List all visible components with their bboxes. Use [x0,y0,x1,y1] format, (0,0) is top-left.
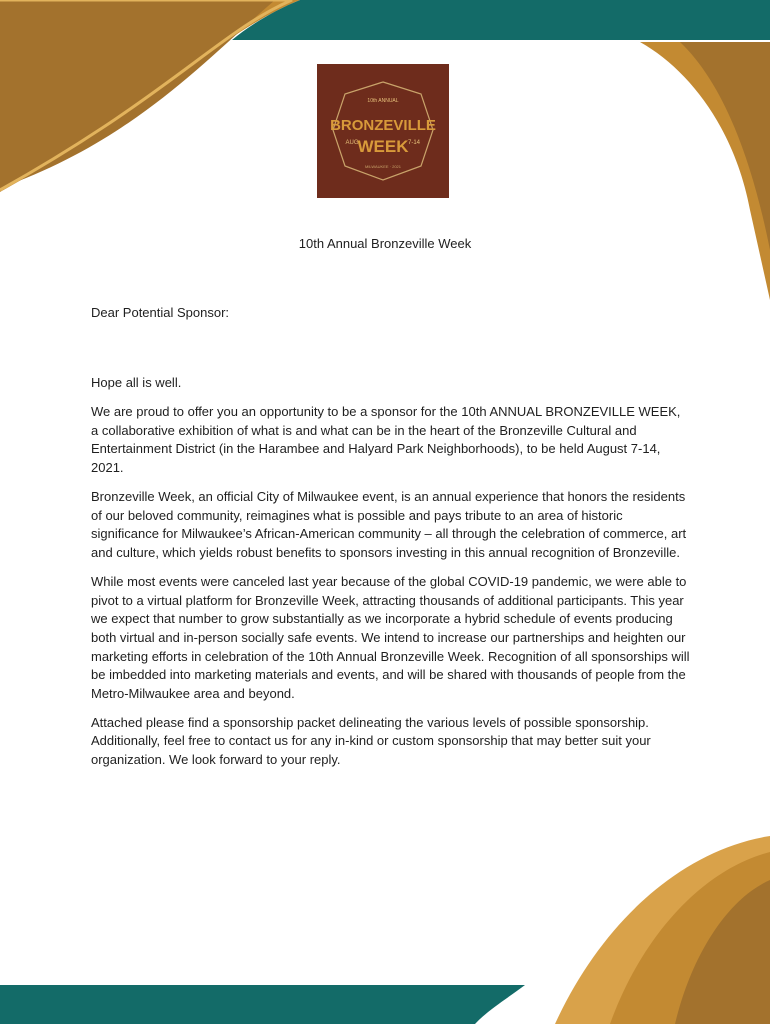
logo-top-text: 10th ANNUAL [367,98,399,104]
logo-bottom-text: MILWAUKEE · 2021 [364,164,402,169]
top-teal-bar [232,0,770,40]
salutation: Dear Potential Sponsor: [91,305,230,320]
logo-line1: BRONZEVILLE [330,117,436,134]
bronzeville-week-logo [317,64,449,198]
paragraph: Hope all is well. [91,375,182,390]
paragraph: Attached please find a sponsorship packet delineating the various levels of possible sponsorship. Additionally, feel free to contact us for any in-kind or custom sponsorship that may better suit your organization. We look forward to your reply. [91,714,651,768]
logo-right-text: 7-14 [407,140,421,146]
paragraph: Bronzeville Week, an official City of Milwaukee event, is an annual experience that honors the residents of our beloved community, reimagines what is possible and pays tribute to an area of historic significance for Milwaukee’s African-American community – all through the celebration of commerce, art and culture, which yields robust benefits to sponsors investing in this annual recognition of Bronzeville. [91,489,687,560]
letter-body [91,374,691,780]
paragraph: We are proud to offer you an opportunity to be a sponsor for the 10th ANNUAL BRONZEVILLE WEEK, a collaborative exhibition of what is and what can be in the heart of the Bronzeville Cultural and Entertainment District (in the Harambee and Halyard Park Neighborhoods), to be held August 7-14, 2021. [91,404,681,475]
paragraph: While most events were canceled last year because of the global COVID-19 pandemic, we were able to pivot to a virtual platform for Bronzeville Week, attracting thousands of additional participants. This year we expect that number to grow substantially as we incorporate a hybrid schedule of events producing both virtual and in-person socially safe events. We intend to increase our partnerships and heighten our marketing efforts in celebration of the 10th Annual Bronzeville Week. Recognition of all sponsorships will be imbedded into marketing materials and events, and will be shared with thousands of people from the Metro-Milwaukee area and beyond. [91,574,690,701]
bottom-teal-bar [0,985,525,1024]
logo-line2: WEEK [357,137,409,156]
top-left-brown-swoosh [0,0,275,188]
letter-heading: 10th Annual Bronzeville Week [298,236,472,251]
logo-left-text: AUG [345,140,359,146]
